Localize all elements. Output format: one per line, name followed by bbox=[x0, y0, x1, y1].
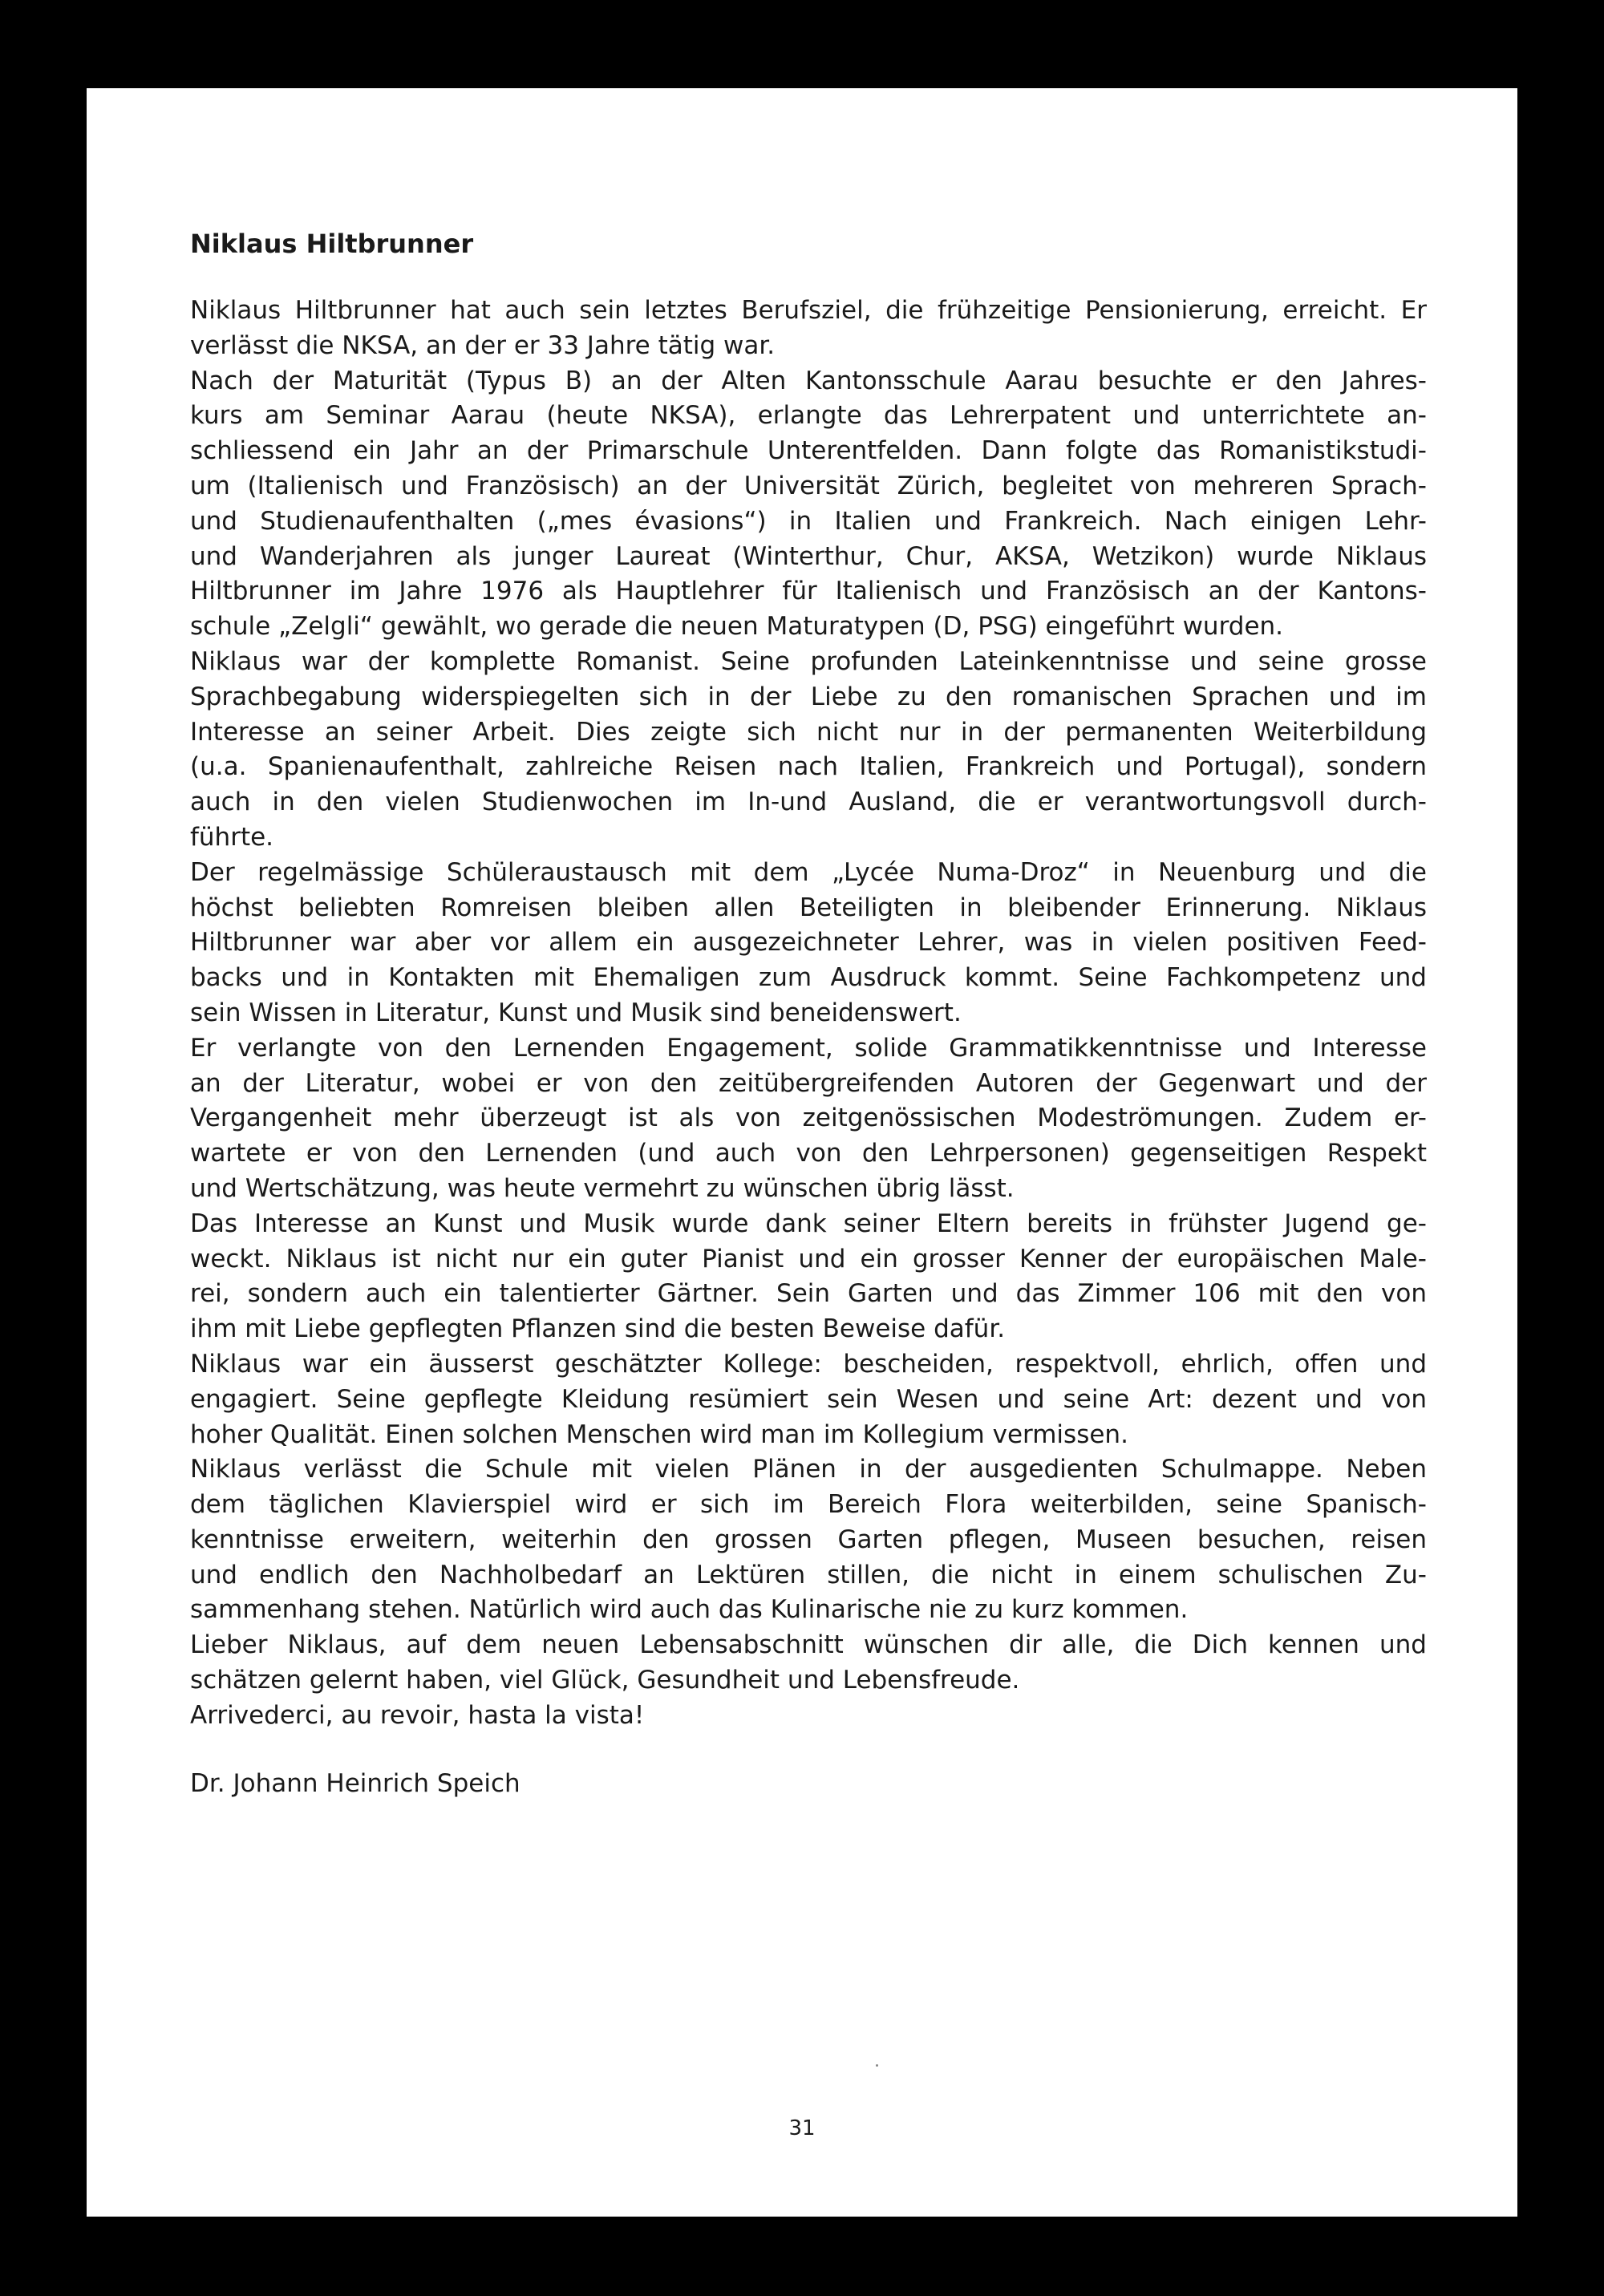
body-line: weckt. Niklaus ist nicht nur ein guter Pianist und ein grosser Kenner der europäischen Male- bbox=[190, 1244, 1427, 1274]
body-line: und Studienaufenthalten („mes évasions“) in Italien und Frankreich. Nach einigen Lehr- bbox=[190, 506, 1427, 536]
body-line: Niklaus war der komplette Romanist. Seine profunden Lateinkenntnisse und seine grosse bbox=[190, 646, 1427, 676]
body-line: Niklaus verlässt die Schule mit vielen Plänen in der ausgedienten Schulmappe. Neben bbox=[190, 1455, 1427, 1484]
body-line: Er verlangte von den Lernenden Engagement, solide Grammatikkenntnisse und Interesse bbox=[190, 1033, 1427, 1063]
body-line: führte. bbox=[190, 822, 274, 852]
body-line: kurs am Seminar Aarau (heute NKSA), erlangte das Lehrerpatent und unterrichtete an- bbox=[190, 401, 1427, 431]
body-line: auch in den vielen Studienwochen im In-und Ausland, die er verantwortungsvoll durch- bbox=[190, 788, 1427, 817]
document-page bbox=[87, 88, 1517, 2217]
body-line: Hiltbrunner im Jahre 1976 als Hauptlehrer für Italienisch und Französisch an der Kantons- bbox=[190, 577, 1427, 606]
body-line: Niklaus Hiltbrunner hat auch sein letztes Berufsziel, die frühzeitige Pensionierung, erreicht. Er bbox=[190, 296, 1427, 325]
body-line: und Wertschätzung, was heute vermehrt zu wünschen übrig lässt. bbox=[190, 1173, 1015, 1203]
body-line: rei, sondern auch ein talentierter Gärtner. Sein Garten und das Zimmer 106 mit den von bbox=[190, 1279, 1427, 1309]
body-line: höchst beliebten Romreisen bleiben allen Beteiligten in bleibender Erinnerung. Niklaus bbox=[190, 893, 1427, 922]
body-line: Der regelmässige Schüleraustausch mit dem „Lycée Numa-Droz“ in Neuenburg und die bbox=[190, 857, 1427, 887]
page-number: 31 bbox=[788, 2116, 816, 2140]
article-title: Niklaus Hiltbrunner bbox=[190, 229, 474, 259]
body-line: um (Italienisch und Französisch) an der Universität Zürich, begleitet von mehreren Sprach- bbox=[190, 471, 1427, 500]
body-line: (u.a. Spanienaufenthalt, zahlreiche Reisen nach Italien, Frankreich und Portugal), sondern bbox=[190, 752, 1427, 782]
body-line: Nach der Maturität (Typus B) an der Alten Kantonsschule Aarau besuchte er den Jahres- bbox=[190, 366, 1427, 395]
body-line: hoher Qualität. Einen solchen Menschen wird man im Kollegium vermissen. bbox=[190, 1419, 1128, 1449]
body-line: und endlich den Nachholbedarf an Lektüren stillen, die nicht in einem schulischen Zu- bbox=[190, 1560, 1427, 1589]
body-line: backs und in Kontakten mit Ehemaligen zum Ausdruck kommt. Seine Fachkompetenz und bbox=[190, 963, 1427, 993]
body-line: Niklaus war ein äusserst geschätzter Kollege: bescheiden, respektvoll, ehrlich, offen und bbox=[190, 1349, 1427, 1379]
body-line: wartete er von den Lernenden (und auch von den Lehrpersonen) gegenseitigen Respekt bbox=[190, 1139, 1427, 1168]
body-line: schätzen gelernt haben, viel Glück, Gesundheit und Lebensfreude. bbox=[190, 1666, 1020, 1695]
body-line: Interesse an seiner Arbeit. Dies zeigte sich nicht nur in der permanenten Weiterbildung bbox=[190, 717, 1427, 747]
body-line: dem täglichen Klavierspiel wird er sich im Bereich Flora weiterbilden, seine Spanisch- bbox=[190, 1490, 1427, 1520]
body-line: Arrivederci, au revoir, hasta la vista! bbox=[190, 1700, 645, 1730]
body-line: engagiert. Seine gepflegte Kleidung resümiert sein Wesen und seine Art: dezent und von bbox=[190, 1384, 1427, 1414]
author-signature: Dr. Johann Heinrich Speich bbox=[190, 1769, 520, 1798]
body-line: und Wanderjahren als junger Laureat (Winterthur, Chur, AKSA, Wetzikon) wurde Niklaus bbox=[190, 541, 1427, 571]
body-line: an der Literatur, wobei er von den zeitübergreifenden Autoren der Gegenwart und der bbox=[190, 1068, 1427, 1098]
body-line: schliessend ein Jahr an der Primarschule Unterentfelden. Dann folgte das Romanistikstudi- bbox=[190, 436, 1427, 466]
body-line: verlässt die NKSA, an der er 33 Jahre tätig war. bbox=[190, 330, 776, 360]
body-line: Hiltbrunner war aber vor allem ein ausgezeichneter Lehrer, was in vielen positiven Feed- bbox=[190, 928, 1427, 958]
article-body bbox=[190, 294, 1427, 1734]
body-line: Lieber Niklaus, auf dem neuen Lebensabschnitt wünschen dir alle, die Dich kennen und bbox=[190, 1630, 1427, 1660]
body-line: Vergangenheit mehr überzeugt ist als von zeitgenössischen Modeströmungen. Zudem er- bbox=[190, 1103, 1427, 1133]
body-line: Sprachbegabung widerspiegelten sich in der Liebe zu den romanischen Sprachen und im bbox=[190, 682, 1427, 711]
body-line: Das Interesse an Kunst und Musik wurde dank seiner Eltern bereits in frühster Jugend ge- bbox=[190, 1209, 1427, 1238]
scan-speck bbox=[876, 2064, 878, 2067]
body-line: kenntnisse erweitern, weiterhin den grossen Garten pflegen, Museen besuchen, reisen bbox=[190, 1525, 1427, 1554]
body-line: sein Wissen in Literatur, Kunst und Musik sind beneidenswert. bbox=[190, 998, 962, 1027]
body-line: sammenhang stehen. Natürlich wird auch das Kulinarische nie zu kurz kommen. bbox=[190, 1595, 1189, 1625]
body-line: schule „Zelgli“ gewählt, wo gerade die neuen Maturatypen (D, PSG) eingeführt wurden. bbox=[190, 612, 1284, 642]
body-line: ihm mit Liebe gepflegten Pflanzen sind die besten Beweise dafür. bbox=[190, 1314, 1006, 1344]
